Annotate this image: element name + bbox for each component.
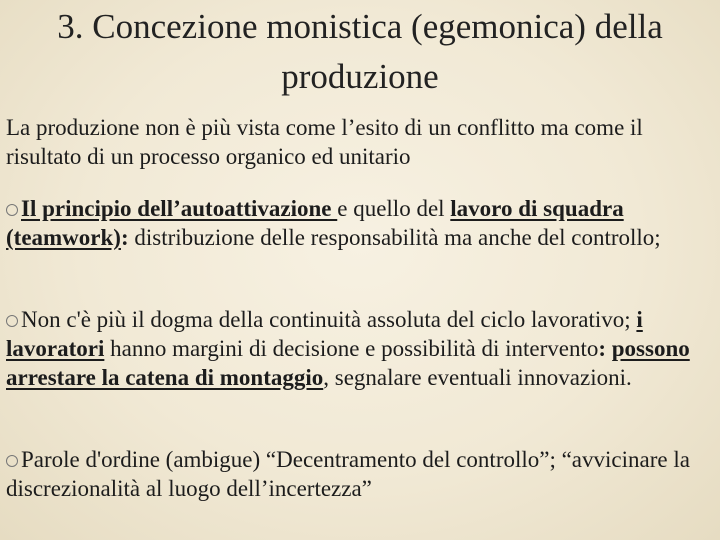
bullet-highlight-lavoratori: i lavoratori: [6, 307, 643, 361]
bullet-circle-icon: [6, 204, 18, 216]
bullet-item-teamwork: [6, 194, 712, 252]
bullet-text: , segnalare eventuali innovazioni.: [323, 365, 632, 390]
bullet-item-parole-ordine: [6, 445, 712, 503]
bullet-highlight-catena: possono arrestare la catena di montaggio: [6, 336, 690, 390]
bullet-colon: :: [598, 336, 612, 361]
bullet-circle-icon: [6, 315, 18, 327]
intro-paragraph: La produzione non è più vista come l’esito di un conflitto ma come il risultato di un processo organico ed unitario: [6, 115, 643, 169]
bullet-text: hanno margini di decisione e possibilità di intervento: [104, 336, 599, 361]
bullet-text: Non c'è più il dogma della continuità assoluta del ciclo lavorativo;: [21, 307, 637, 332]
slide-title-line1: 3. Concezione monistica (egemonica) della: [57, 7, 663, 46]
bullet-text: Parole d'ordine (ambigue) “Decentramento del controllo”; “avvicinare la discrezionalità al luogo dell’incertezza”: [6, 447, 690, 501]
slide-title: [10, 2, 710, 102]
bullet-highlight-teamwork: lavoro di squadra (teamwork): [6, 196, 624, 250]
bullet-text: distribuzione delle responsabilità ma anche del controllo;: [128, 225, 661, 250]
bullet-colon: :: [120, 225, 129, 250]
bullet-highlight-autoattivazione: Il principio dell’autoattivazione: [21, 196, 338, 221]
bullet-item-continuita: [6, 305, 712, 392]
slide-title-line2: produzione: [281, 57, 439, 96]
bullet-circle-icon: [6, 455, 18, 467]
bullet-text: e quello del: [337, 196, 451, 221]
